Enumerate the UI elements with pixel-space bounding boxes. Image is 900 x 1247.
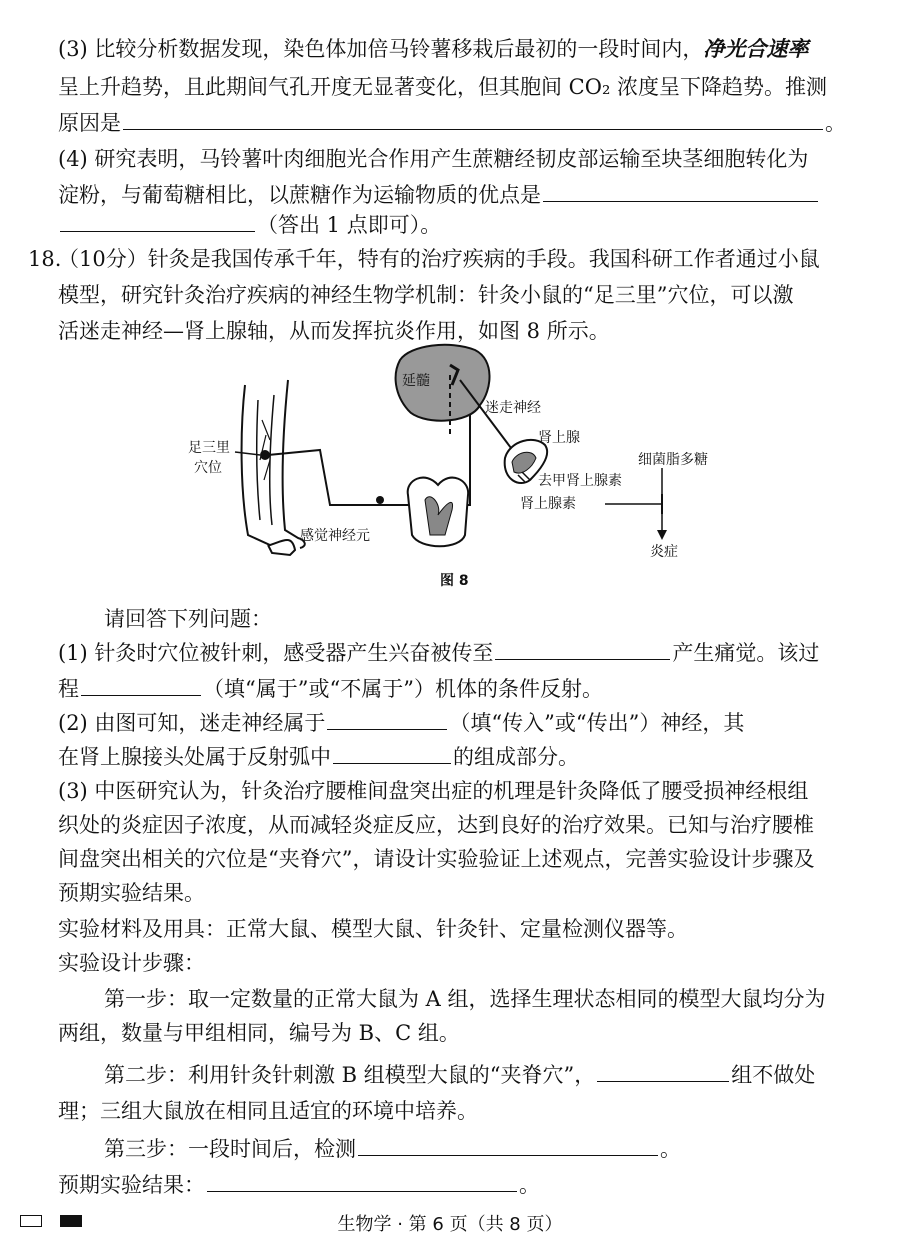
leg-drawing	[242, 380, 305, 555]
q18-expected-end: 。	[519, 1173, 540, 1197]
neuron-cell-body	[376, 496, 384, 504]
answer-blank-18-2b[interactable]	[333, 741, 451, 764]
q18-prompt: 请回答下列问题：	[104, 607, 272, 631]
q18-intro-line2: 模型，研究针灸治疗疾病的神经生物学机制：针灸小鼠的“足三里”穴位，可以激	[58, 283, 794, 307]
adrenaline-label: 肾上腺素	[520, 496, 576, 512]
q17-p3-line1	[58, 32, 844, 66]
q18-s1-text-a: (1) 针灸时穴位被针刺，感受器产生兴奋被传至	[58, 641, 494, 665]
q18-step2-text-b: 组不做处	[731, 1063, 816, 1087]
sensory-neuron-label: 感觉神经元	[300, 528, 370, 544]
figure-8-diagram	[180, 340, 740, 590]
q18-steps-title: 实验设计步骤：	[58, 951, 205, 975]
acupoint-label-2: 穴位	[194, 460, 222, 476]
acupoint-label-1: 足三里	[188, 440, 230, 456]
q18-s2-text-a: (2) 由图可知，迷走神经属于	[58, 711, 326, 735]
answer-blank-q17-3[interactable]	[123, 107, 823, 130]
q18-s2-text-b: （填“传入”或“传出”）神经，其	[449, 711, 745, 735]
q18-s1-text-c: 程	[58, 677, 79, 701]
q18-step2-text-a: 第二步：利用针灸针刺激 B 组模型大鼠的“夹脊穴”，	[104, 1063, 596, 1087]
page-footer: 生物学 · 第 6 页（共 8 页）	[337, 1214, 563, 1235]
q18-step3-end: 。	[660, 1137, 681, 1161]
answer-blank-18-1a[interactable]	[495, 637, 670, 660]
q17-p3-line3	[58, 106, 844, 140]
q18-expected-text: 预期实验结果：	[58, 1173, 205, 1197]
inflammation-label: 炎症	[650, 544, 678, 560]
q18-materials: 实验材料及用具：正常大鼠、模型大鼠、针灸针、定量检测仪器等。	[58, 917, 688, 941]
q18-s1-line1	[58, 636, 844, 670]
q17-p4-text: 淀粉，与葡萄糖相比，以蔗糖作为运输物质的优点是	[58, 183, 541, 207]
q17-p3-prefix: 原因是	[58, 111, 121, 135]
q18-s3-line2: 织处的炎症因子浓度，从而减轻炎症反应，达到良好的治疗效果。已知与治疗腰椎	[58, 813, 814, 837]
answer-blank-18-step3[interactable]	[358, 1133, 658, 1156]
q18-s3-line3: 间盘突出相关的穴位是“夹脊穴”，请设计实验验证上述观点，完善实验设计步骤及	[58, 847, 815, 871]
figure-caption: 图 8	[440, 573, 469, 589]
q18-s2-line1	[58, 706, 844, 740]
spinal-cord-section	[408, 478, 468, 547]
answer-blank-q17-4a[interactable]	[543, 179, 818, 202]
q18-s3-line4: 预期实验结果。	[58, 881, 205, 905]
q18-s2-text-c: 在肾上腺接头处属于反射弧中	[58, 745, 331, 769]
q18-step1-line1: 第一步：取一定数量的正常大鼠为 A 组，选择生理状态相同的模型大鼠均分为	[104, 987, 826, 1011]
q18-step2-line1	[104, 1058, 844, 1092]
q18-intro-line1: （10分）针灸是我国传承千年，特有的治疗疾病的手段。我国科研工作者通过小鼠	[58, 247, 820, 271]
arrow-head	[657, 530, 667, 540]
answer-blank-18-expected[interactable]	[207, 1169, 517, 1192]
q18-s2-line2	[58, 740, 844, 774]
q18-s2-text-d: 的组成部分。	[453, 745, 579, 769]
q17-p4-hint: （答出 1 点即可）。	[257, 213, 442, 237]
q17-p4-line2	[58, 178, 844, 212]
lps-label: 细菌脂多糖	[638, 452, 708, 468]
q17-p4-line1: (4) 研究表明，马铃薯叶肉细胞光合作用产生蔗糖经韧皮部运输至块茎细胞转化为	[58, 147, 809, 171]
question-number: 18.	[28, 247, 62, 271]
q17-p3-line2: 呈上升趋势，且此期间气孔开度无显著变化，但其胞间 CO₂ 浓度呈下降趋势。推测	[58, 75, 828, 99]
q18-step3	[104, 1132, 844, 1166]
answer-blank-18-2a[interactable]	[327, 707, 447, 730]
vagus-label: 迷走神经	[485, 400, 541, 416]
noradrenaline-label: 去甲肾上腺素	[538, 473, 622, 489]
q18-step2-line2: 理；三组大鼠放在相同且适宜的环境中培养。	[58, 1099, 478, 1123]
answer-blank-18-1b[interactable]	[81, 673, 201, 696]
adrenal-label: 肾上腺	[538, 430, 580, 446]
medulla-label: 延髓	[402, 373, 430, 389]
q18-expected	[58, 1168, 844, 1202]
q18-s3-line1: (3) 中医研究认为，针灸治疗腰椎间盘突出症的机理是针灸降低了腰受损神经根组	[58, 779, 809, 803]
q18-s1-text-d: （填“属于”或“不属于”）机体的条件反射。	[203, 677, 603, 701]
q18-s1-line2	[58, 672, 844, 706]
answer-blank-q17-4b[interactable]	[60, 209, 255, 232]
q17-p3-text: (3) 比较分析数据发现，染色体加倍马铃薯移栽后最初的一段时间内，	[58, 37, 704, 61]
q17-p3-end: 。	[825, 111, 846, 135]
q18-step1-line2: 两组，数量与甲组相同，编号为 B、C 组。	[58, 1021, 460, 1045]
q17-p4-line3	[58, 208, 844, 242]
answer-blank-18-step2[interactable]	[597, 1059, 729, 1082]
q18-step3-text: 第三步：一段时间后，检测	[104, 1137, 356, 1161]
q18-intro-line3: 活迷走神经—肾上腺轴，从而发挥抗炎作用，如图 8 所示。	[58, 319, 610, 343]
q18-s1-text-b: 产生痛觉。该过	[672, 641, 820, 665]
handwritten-answer: 净光合速率	[703, 37, 809, 61]
